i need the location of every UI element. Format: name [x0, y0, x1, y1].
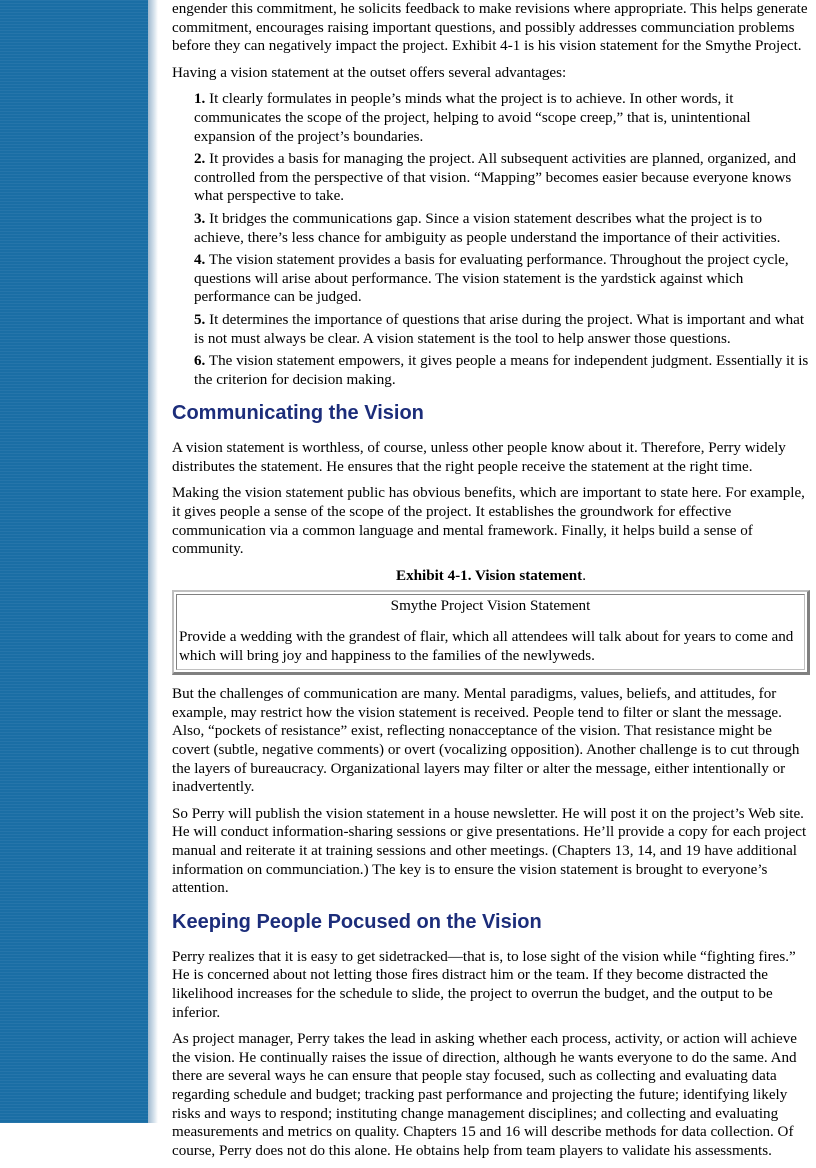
list-item — [194, 210, 810, 247]
advantages-intro: Having a vision statement at the outset offers several advantages: — [172, 64, 567, 81]
exhibit-inner — [176, 594, 805, 670]
list-item-number: 2. — [194, 151, 206, 168]
exhibit-title: Smythe Project Vision Statement — [390, 598, 591, 615]
exhibit-box — [172, 590, 810, 675]
list-item-text: It determines the importance of questions that arise during the project. What is important and what is not must always be clear. A vision statement is the tool to help answer those questions. — [194, 311, 805, 347]
list-item — [194, 150, 810, 206]
paragraph: So Perry will publish the vision statement in a house newsletter. He will post it on the project’s Web site. He will conduct information-sharing sessions or give presentations. He’ll provide a copy for each project manual and reiterate it at training sessions and other meetings. (Chapters 13, 14, and 19 have additional information on communciation.) The key is to ensure the vision statement is brought to everyone’s attention. — [172, 805, 807, 897]
paragraph: Perry realizes that it is easy to get sidetracked—that is, to lose sight of the vision while “fighting fires.” He is concerned about not letting those fires distract him or the team. If they become distracted the likelihood increases for the schedule to slide, the project to overrun the budget, and the output to be inferior. — [172, 948, 796, 1021]
section-heading-keeping-focused: Keeping People Pocused on the Vision — [172, 910, 542, 933]
list-item-number: 3. — [194, 210, 206, 227]
paragraph: Making the vision statement public has obvious benefits, which are important to state here. For example, it gives people a sense of the scope of the project. It establishes the groundwork for effective communication via a common language and mental framework. Finally, it helps build a sense of community. — [172, 485, 805, 558]
list-item-number: 6. — [194, 353, 206, 370]
exhibit-body: Provide a wedding with the grandest of flair, which all attendees will talk about for years to come and which will bring joy and happiness to the families of the newlyweds. — [179, 629, 794, 664]
exhibit-caption-text: Exhibit 4-1. Vision statement — [396, 567, 583, 584]
intro-paragraph: engender this commitment, he solicits feedback to make revisions where appropriate. This helps generate commitment, encourages raising important questions, and possibly addresses communciation problems before they can negatively impact the project. Exhibit 4-1 is his vision statement for the Smythe Project. — [172, 1, 808, 55]
exhibit-caption — [172, 567, 810, 586]
list-item — [194, 352, 810, 389]
list-item-number: 4. — [194, 252, 206, 269]
document-content — [172, 0, 810, 1168]
list-item-text: It provides a basis for managing the project. All subsequent activities are planned, organized, and controlled from the perspective of that vision. “Mapping” becomes easier because everyone knows what perspective to take. — [194, 151, 797, 205]
paragraph: But the challenges of communication are many. Mental paradigms, values, beliefs, and attitudes, for example, may restrict how the vision statement is received. People tend to filter or slant the message. Also, “pockets of resistance” exist, reflecting nonacceptance of the vision. That resistance might be covert (subtle, negative comments) or overt (vocalizing opposition). Another challenge is to cut through the layers of bureaucracy. Organizational layers may filter or alter the message, either intentionally or inadvertently. — [172, 686, 800, 796]
paragraph: A vision statement is worthless, of course, unless other people know about it. Therefore, Perry widely distributes the statement. He ensures that the right people receive the statement at the right time. — [172, 440, 786, 475]
list-item — [194, 311, 810, 348]
section-heading-communicating: Communicating the Vision — [172, 402, 424, 425]
sidebar-edge — [148, 0, 158, 1123]
list-item — [194, 90, 810, 146]
list-item-text: The vision statement empowers, it gives people a means for independent judgment. Essentially it is the criterion for decision making. — [194, 353, 809, 388]
list-item-text: It bridges the communications gap. Since a vision statement describes what the project is to achieve, there’s less chance for ambiguity as people understand the importance of their activities. — [194, 210, 781, 246]
list-item-text: The vision statement provides a basis for evaluating performance. Throughout the project cycle, questions will arise about performance. The vision statement is the yardstick against which performance can be judged. — [194, 252, 789, 306]
list-item — [194, 251, 810, 307]
sidebar-background — [0, 0, 148, 1123]
exhibit-caption-suffix: . — [582, 567, 586, 584]
list-item-number: 5. — [194, 311, 206, 328]
advantages-list — [194, 90, 810, 389]
list-item-number: 1. — [194, 91, 206, 108]
paragraph: As project manager, Perry takes the lead in asking whether each process, activity, or action will achieve the vision. He continually raises the issue of direction, although he wants everyone to do the same. And there are several ways he can ensure that people stay focused, such as collecting and evaluating data regarding schedule and budget; tracking past performance and projecting the future; identifying likely risks and ways to respond; instituting change management disciplines; and collecting and evaluating measurements and metrics on quality. Chapters 15 and 16 will describe methods for data collection. Of course, Perry does not do this alone. He obtains help from team players to validate his assessments. — [172, 1031, 797, 1159]
list-item-text: It clearly formulates in people’s minds what the project is to achieve. In other words, it communicates the scope of the project, helping to avoid “scope creep,” that is, unintentional expansion of the project’s boundaries. — [194, 91, 751, 145]
